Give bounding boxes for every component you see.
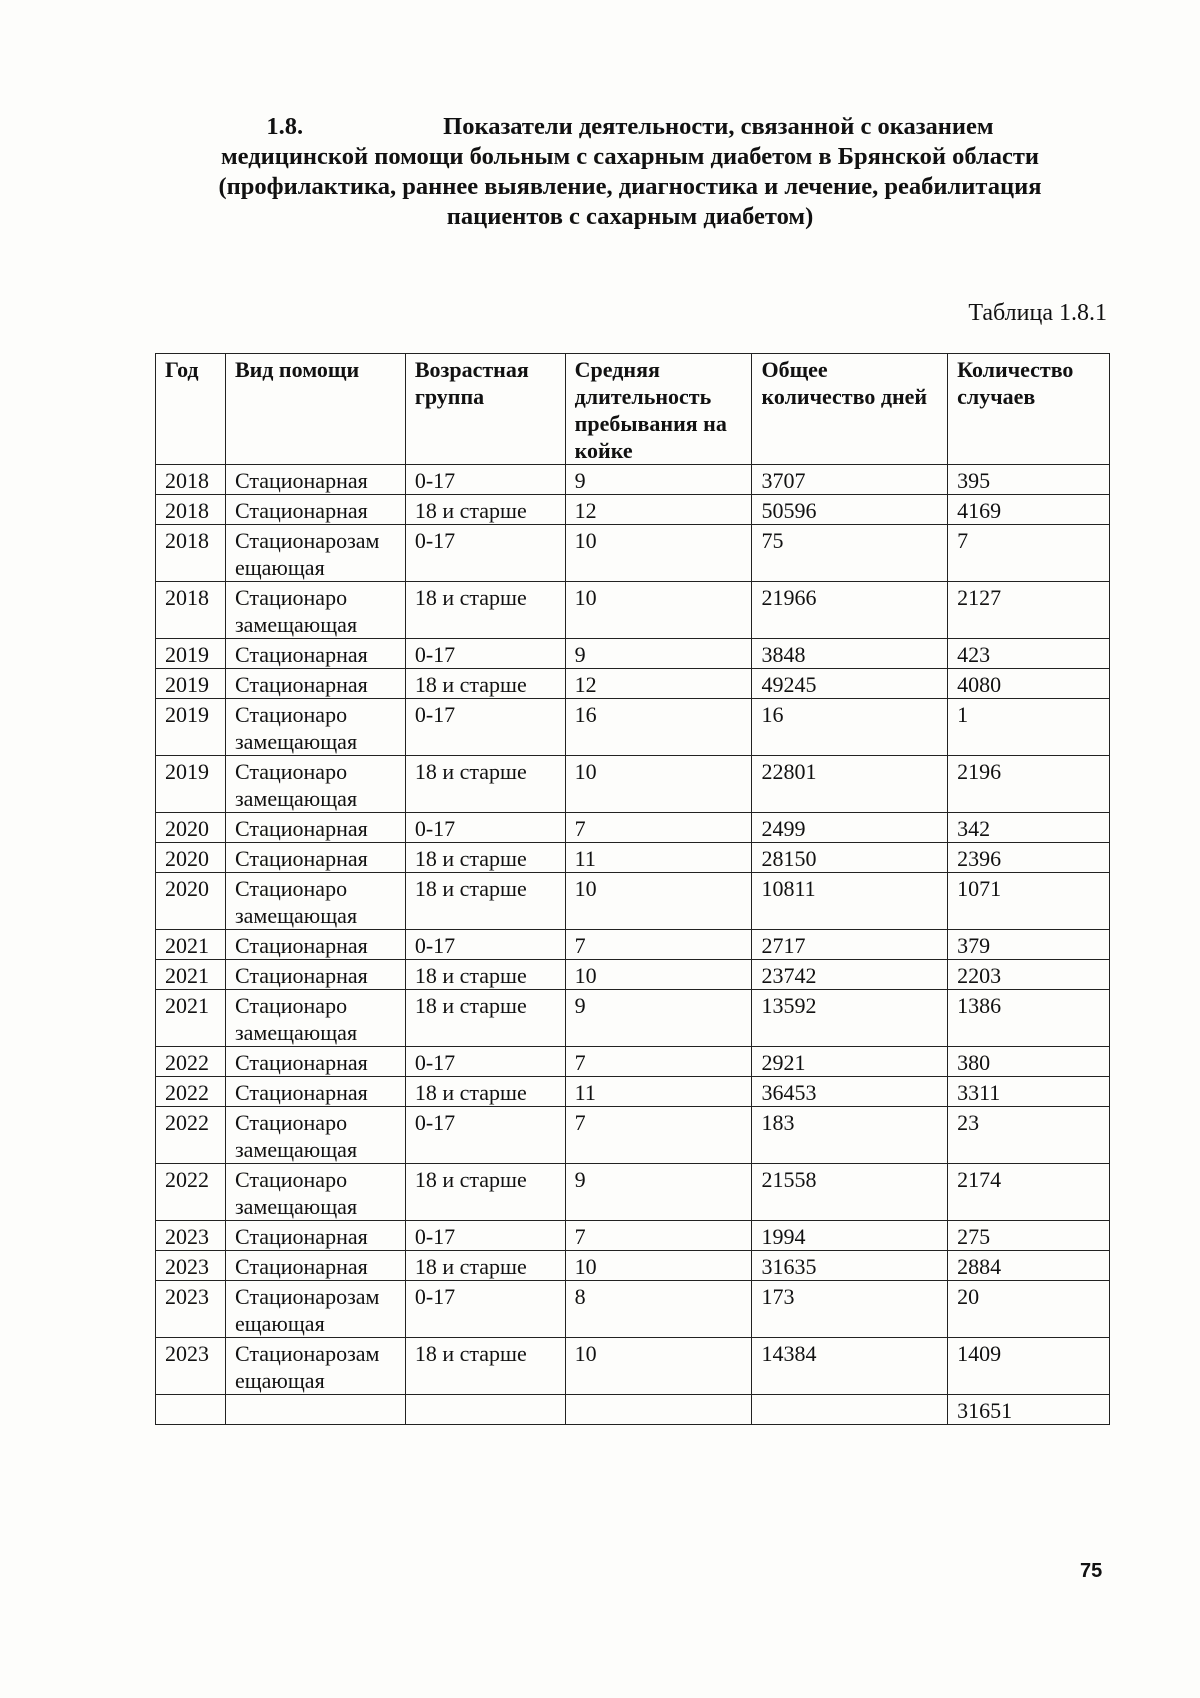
table-cell: 2127 [948, 582, 1110, 639]
table-cell: 2921 [752, 1047, 948, 1077]
table-cell: Стационаро замещающая [225, 582, 405, 639]
table-cell: 0-17 [405, 639, 565, 669]
table-row [156, 525, 1110, 582]
table-cell [225, 1395, 405, 1425]
table-cell: 18 и старше [405, 495, 565, 525]
table-cell: Стационарная [225, 960, 405, 990]
column-header: Общее количество дней [752, 354, 948, 465]
table-cell: 2023 [156, 1281, 226, 1338]
table-row [156, 1251, 1110, 1281]
table-cell: 12 [565, 669, 752, 699]
table-cell: 18 и старше [405, 990, 565, 1047]
table-cell: Стационарозам ещающая [225, 1281, 405, 1338]
table-row [156, 1077, 1110, 1107]
table-cell: 22801 [752, 756, 948, 813]
table-header-row [156, 354, 1110, 465]
table-cell: Стационарозам ещающая [225, 1338, 405, 1395]
table-cell: 2021 [156, 960, 226, 990]
table-cell: Стационаро замещающая [225, 756, 405, 813]
table-cell: 2018 [156, 495, 226, 525]
table-cell: 395 [948, 465, 1110, 495]
table-cell: 7 [565, 930, 752, 960]
table-cell: 275 [948, 1221, 1110, 1251]
table-cell: 9 [565, 1164, 752, 1221]
table-cell: 2019 [156, 639, 226, 669]
page-number: 75 [1080, 1560, 1103, 1582]
table-cell: 2023 [156, 1251, 226, 1281]
table-cell [752, 1395, 948, 1425]
table-cell: 7 [948, 525, 1110, 582]
table-cell: 2018 [156, 465, 226, 495]
table-cell: 3848 [752, 639, 948, 669]
table-cell: Стационарная [225, 1221, 405, 1251]
table-cell: 0-17 [405, 930, 565, 960]
table-cell: Стационаро замещающая [225, 1164, 405, 1221]
table-cell: 2019 [156, 669, 226, 699]
table-cell: 0-17 [405, 1281, 565, 1338]
table-row [156, 582, 1110, 639]
column-header: Год [156, 354, 226, 465]
table-cell: 7 [565, 1047, 752, 1077]
column-header: Вид помощи [225, 354, 405, 465]
section-title: Показатели деятельности, связанной с оказанием медицинской помощи больным с сахарным диабетом в Брянской области (профилактика, раннее выявление, диагностика и лечение, реабилитация пациентов с сахарным диабетом) [218, 113, 1042, 230]
column-header: Количество случаев [948, 354, 1110, 465]
table-row [156, 495, 1110, 525]
column-header: Возрастная группа [405, 354, 565, 465]
table-cell: 20 [948, 1281, 1110, 1338]
table-cell: 2021 [156, 930, 226, 960]
table-cell: 2018 [156, 582, 226, 639]
table-cell: Стационарная [225, 465, 405, 495]
table-row [156, 990, 1110, 1047]
table-cell: Стационарная [225, 843, 405, 873]
table-cell: 16 [565, 699, 752, 756]
table-cell: Стационарная [225, 639, 405, 669]
table-cell: 18 и старше [405, 1077, 565, 1107]
table-cell: 3707 [752, 465, 948, 495]
table-cell: 2174 [948, 1164, 1110, 1221]
table-cell: 0-17 [405, 1221, 565, 1251]
table-cell: 0-17 [405, 525, 565, 582]
table-cell: 2019 [156, 756, 226, 813]
table-cell: 1409 [948, 1338, 1110, 1395]
table-row [156, 1395, 1110, 1425]
section-number: 1.8. [266, 113, 304, 140]
table-row [156, 1338, 1110, 1395]
table-cell: 342 [948, 813, 1110, 843]
table-cell: Стационаро замещающая [225, 873, 405, 930]
table-cell: 10 [565, 1338, 752, 1395]
table-cell: 16 [752, 699, 948, 756]
table-cell: Стационарная [225, 669, 405, 699]
table-cell: 0-17 [405, 699, 565, 756]
table-cell: 2022 [156, 1164, 226, 1221]
table-cell: 18 и старше [405, 960, 565, 990]
table-cell: 11 [565, 843, 752, 873]
table-cell: 18 и старше [405, 669, 565, 699]
table-row [156, 960, 1110, 990]
table-cell: 10 [565, 582, 752, 639]
table-cell: 183 [752, 1107, 948, 1164]
table-cell: 423 [948, 639, 1110, 669]
table-cell: 1 [948, 699, 1110, 756]
table-cell: 18 и старше [405, 1251, 565, 1281]
table-cell: 13592 [752, 990, 948, 1047]
table-cell: 9 [565, 990, 752, 1047]
table-cell: Стационарная [225, 1251, 405, 1281]
table-cell: 49245 [752, 669, 948, 699]
table-cell: 2203 [948, 960, 1110, 990]
table-cell [565, 1395, 752, 1425]
table-cell: Стационаро замещающая [225, 1107, 405, 1164]
table-cell: 12 [565, 495, 752, 525]
table-cell: 9 [565, 639, 752, 669]
table-cell: 379 [948, 930, 1110, 960]
table-cell: 380 [948, 1047, 1110, 1077]
table-cell: 2023 [156, 1221, 226, 1251]
table-cell: 10 [565, 525, 752, 582]
table-cell: 1386 [948, 990, 1110, 1047]
table-cell: 2023 [156, 1338, 226, 1395]
table-row [156, 1107, 1110, 1164]
table-cell: 50596 [752, 495, 948, 525]
table-cell: 3311 [948, 1077, 1110, 1107]
table-cell: 2020 [156, 873, 226, 930]
table-row [156, 1221, 1110, 1251]
table-cell: 0-17 [405, 1107, 565, 1164]
table-cell: 2019 [156, 699, 226, 756]
table-cell: 173 [752, 1281, 948, 1338]
table-row [156, 465, 1110, 495]
table-cell: 7 [565, 1107, 752, 1164]
column-header: Средняя длительность пребывания на койке [565, 354, 752, 465]
table-cell: 28150 [752, 843, 948, 873]
table-cell: 21966 [752, 582, 948, 639]
table-row [156, 1047, 1110, 1077]
table-cell: 4169 [948, 495, 1110, 525]
table-cell [156, 1395, 226, 1425]
table-cell: 2884 [948, 1251, 1110, 1281]
table-cell: 36453 [752, 1077, 948, 1107]
table-cell: 18 и старше [405, 1164, 565, 1221]
table-row [156, 756, 1110, 813]
table-cell: 7 [565, 813, 752, 843]
table-cell: 10811 [752, 873, 948, 930]
table-cell: 8 [565, 1281, 752, 1338]
table-row [156, 699, 1110, 756]
table-cell: 2020 [156, 843, 226, 873]
table-cell: 18 и старше [405, 873, 565, 930]
table-cell: 18 и старше [405, 843, 565, 873]
table-cell: 14384 [752, 1338, 948, 1395]
section-heading [190, 112, 1070, 232]
table-cell: 2020 [156, 813, 226, 843]
table-row [156, 873, 1110, 930]
table-row [156, 1281, 1110, 1338]
table-cell: 11 [565, 1077, 752, 1107]
table-cell: 1994 [752, 1221, 948, 1251]
table-body [156, 465, 1110, 1425]
table-cell: 2396 [948, 843, 1110, 873]
table-cell: 10 [565, 873, 752, 930]
table-cell: Стационарная [225, 813, 405, 843]
table-cell: Стационарная [225, 495, 405, 525]
table-cell: 2717 [752, 930, 948, 960]
table-row [156, 813, 1110, 843]
table-cell: 2022 [156, 1077, 226, 1107]
table-row [156, 1164, 1110, 1221]
table-cell: 2021 [156, 990, 226, 1047]
table-cell: Стационарная [225, 930, 405, 960]
table-cell: Стационарная [225, 1047, 405, 1077]
table-cell: 9 [565, 465, 752, 495]
table-cell: Стационаро замещающая [225, 699, 405, 756]
table-cell: 31651 [948, 1395, 1110, 1425]
table-cell: 2196 [948, 756, 1110, 813]
table-row [156, 639, 1110, 669]
table-cell: 0-17 [405, 813, 565, 843]
table-cell: 10 [565, 1251, 752, 1281]
table-cell: 18 и старше [405, 756, 565, 813]
table-cell: 10 [565, 756, 752, 813]
table-cell: 0-17 [405, 1047, 565, 1077]
table-cell: Стационарозам ещающая [225, 525, 405, 582]
diabetes-care-table [155, 353, 1110, 1425]
table-cell: 2022 [156, 1107, 226, 1164]
table-cell: 10 [565, 960, 752, 990]
table-cell: Стационарная [225, 1077, 405, 1107]
table-caption: Таблица 1.8.1 [968, 300, 1107, 326]
table-row [156, 930, 1110, 960]
table-cell: 31635 [752, 1251, 948, 1281]
table-cell: 1071 [948, 873, 1110, 930]
table-cell: 2022 [156, 1047, 226, 1077]
table-cell: 7 [565, 1221, 752, 1251]
table-cell: 75 [752, 525, 948, 582]
table-cell: 23742 [752, 960, 948, 990]
table-cell [405, 1395, 565, 1425]
table-cell: 4080 [948, 669, 1110, 699]
table-cell: 2499 [752, 813, 948, 843]
table-cell: 18 и старше [405, 1338, 565, 1395]
table-row [156, 843, 1110, 873]
table-row [156, 669, 1110, 699]
table-cell: 23 [948, 1107, 1110, 1164]
table-cell: 0-17 [405, 465, 565, 495]
table-cell: 2018 [156, 525, 226, 582]
table-cell: Стационаро замещающая [225, 990, 405, 1047]
table-cell: 21558 [752, 1164, 948, 1221]
table-cell: 18 и старше [405, 582, 565, 639]
